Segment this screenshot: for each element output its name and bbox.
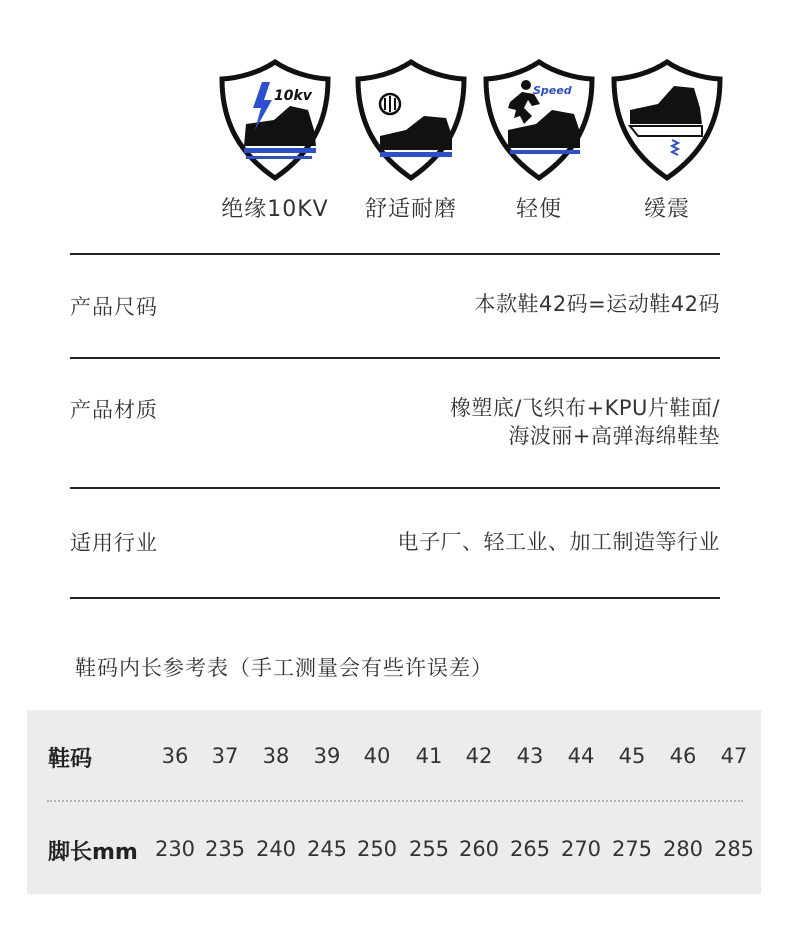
shoe-size-row <box>150 744 760 774</box>
size-table-title: 鞋码内长参考表（手工测量会有些许误差） <box>75 656 493 680</box>
table-cell: 265 <box>509 837 551 861</box>
insulation-10kv-shield-icon <box>216 58 334 182</box>
feature-label-comfort: 舒适耐磨 <box>364 197 457 222</box>
table-cell: 43 <box>516 744 544 768</box>
table-cell: 40 <box>363 744 391 768</box>
table-cell: 37 <box>211 744 239 768</box>
table-cell: 46 <box>669 744 697 768</box>
cushioning-shield-icon <box>608 58 726 182</box>
spec-label-size: 产品尺码 <box>70 295 158 319</box>
spec-value-size <box>474 290 720 318</box>
table-cell: 45 <box>618 744 646 768</box>
table-cell: 255 <box>408 837 450 861</box>
spec-value-line: 海波丽+高弹海绵鞋垫 <box>508 424 720 448</box>
table-cell: 250 <box>356 837 398 861</box>
row-header-shoe-size: 鞋码 <box>48 747 93 772</box>
divider-line <box>70 597 720 599</box>
table-cell: 245 <box>306 837 348 861</box>
feature-icons-row <box>216 58 726 228</box>
table-cell: 44 <box>567 744 595 768</box>
table-cell: 42 <box>465 744 493 768</box>
feature-label-cushioning: 缓震 <box>643 197 690 222</box>
spec-label-industry: 适用行业 <box>70 531 158 555</box>
spec-value-line: 橡塑底/飞织布+KPU片鞋面/ <box>449 396 720 420</box>
lightweight-speed-shield-icon <box>480 58 598 182</box>
feature-label-lightweight: 轻便 <box>515 197 562 222</box>
feature-insulation <box>216 58 334 223</box>
table-cell: 285 <box>713 837 755 861</box>
insulation-badge-text: 10kv <box>274 88 312 104</box>
spec-value-line: 本款鞋42码=运动鞋42码 <box>474 292 720 316</box>
table-cell: 280 <box>662 837 704 861</box>
feature-lightweight <box>480 58 598 223</box>
table-cell: 38 <box>262 744 290 768</box>
table-cell: 235 <box>204 837 246 861</box>
spec-value-industry <box>398 528 721 556</box>
table-cell: 47 <box>720 744 748 768</box>
feature-label-insulation: 绝缘10KV <box>221 197 329 222</box>
table-cell: 260 <box>458 837 500 861</box>
spec-label-material: 产品材质 <box>70 398 158 422</box>
speed-badge-text: Speed <box>533 84 572 97</box>
table-cell: 240 <box>255 837 297 861</box>
table-cell: 39 <box>313 744 341 768</box>
table-cell: 36 <box>161 744 189 768</box>
spec-value-material <box>450 394 720 450</box>
size-chart-table <box>27 710 761 894</box>
table-cell: 230 <box>154 837 196 861</box>
divider-line <box>70 253 720 255</box>
table-cell: 41 <box>415 744 443 768</box>
divider-line <box>70 487 720 489</box>
spec-value-line: 电子厂、轻工业、加工制造等行业 <box>397 530 720 554</box>
foot-length-row <box>150 837 760 867</box>
table-cell: 270 <box>560 837 602 861</box>
divider-line <box>70 357 720 359</box>
comfort-wear-shield-icon <box>352 58 470 182</box>
table-cell: 275 <box>611 837 653 861</box>
feature-comfort <box>352 58 470 223</box>
dotted-row-divider <box>47 800 743 802</box>
row-header-foot-length: 脚长mm <box>48 840 138 865</box>
feature-cushioning <box>608 58 726 223</box>
